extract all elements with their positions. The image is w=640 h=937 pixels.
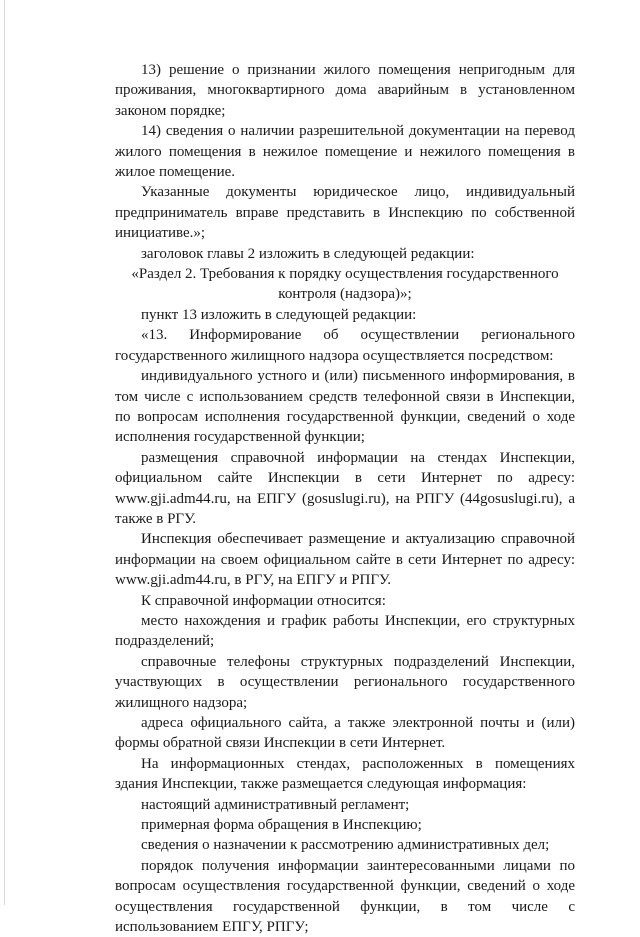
paragraph-admin-regulation: настоящий административный регламент; (141, 796, 410, 813)
paragraph-admin-cases: сведения о назначении к рассмотрению административных дел; (141, 837, 550, 854)
paragraph-obtaining-info-procedure: порядок получения информации заинтересованными лицами по вопросам осуществления государственной функции, сведений о ходе осуществления государственной функции, в том числе с использованием ЕПГУ, РПГУ; (115, 857, 575, 936)
paragraph-info-stands: На информационных стендах, расположенных в помещениях здания Инспекции, также размещается следующая информация: (115, 755, 575, 793)
paragraph-chapter-heading-instruction: заголовок главы 2 изложить в следующей редакции: (141, 245, 475, 262)
paragraph-item-14: 14) сведения о наличии разрешительной документации на перевод жилого помещения в нежилое помещение и нежилого помещения в жилое помещение. (115, 123, 575, 181)
paragraph-item-13: 13) решение о признании жилого помещения непригодным для проживания, многоквартирного дома аварийным в установленном законом порядке; (115, 62, 575, 119)
paragraph-reference-info-includes: К справочной информации относится: (141, 592, 386, 609)
paragraph-inspection-ensures: Инспекция обеспечивает размещение и актуализацию справочной информации на своем официальном сайте в сети Интернет по адресу: www.gji.adm44.ru, в РГУ, на ЕПГУ и РПГУ. (115, 531, 575, 589)
paragraph-point-13-text: «13. Информирование об осуществлении регионального государственного жилищного надзора осуществляется посредством: (115, 327, 575, 364)
paragraph-placement-reference-info: размещения справочной информации на стендах Инспекции, официальном сайте Инспекции в сети Интернет по адресу: www.gji.adm44.ru, на ЕПГУ (gosuslugi.ru), на РПГУ (44gosuslugi.ru), а также в РГУ. (115, 449, 575, 527)
paragraph-reference-phones: справочные телефоны структурных подразделений Инспекции, участвующих в осуществлении регионального государственного жилищного надзора; (115, 653, 575, 711)
scan-edge-line (4, 0, 5, 905)
paragraph-sample-appeal-form: примерная форма обращения в Инспекцию; (141, 817, 422, 834)
paragraph-individual-informing: индивидуального устного и (или) письменного информирования, в том числе с использованием средств телефонной связи в Инспекции, по вопросам исполнения государственной функции, сведений о ходе исполнения государственной функции; (115, 368, 575, 446)
section-2-heading: «Раздел 2. Требования к порядку осуществления государственного контроля (надзора)»; (131, 266, 559, 303)
paragraph-site-email-addresses: адреса официального сайта, а также электронной почты и (или) формы обратной связи Инспекции в сети Интернет. (115, 715, 575, 752)
paragraph-point-13-instruction: пункт 13 изложить в следующей редакции: (141, 306, 417, 323)
paragraph-location-schedule: место нахождения и график работы Инспекции, его структурных подразделений; (115, 612, 575, 650)
document-page (115, 60, 575, 937)
paragraph-documents-note: Указанные документы юридическое лицо, индивидуальный предприниматель вправе представить в Инспекцию по собственной инициативе.»; (115, 184, 575, 242)
